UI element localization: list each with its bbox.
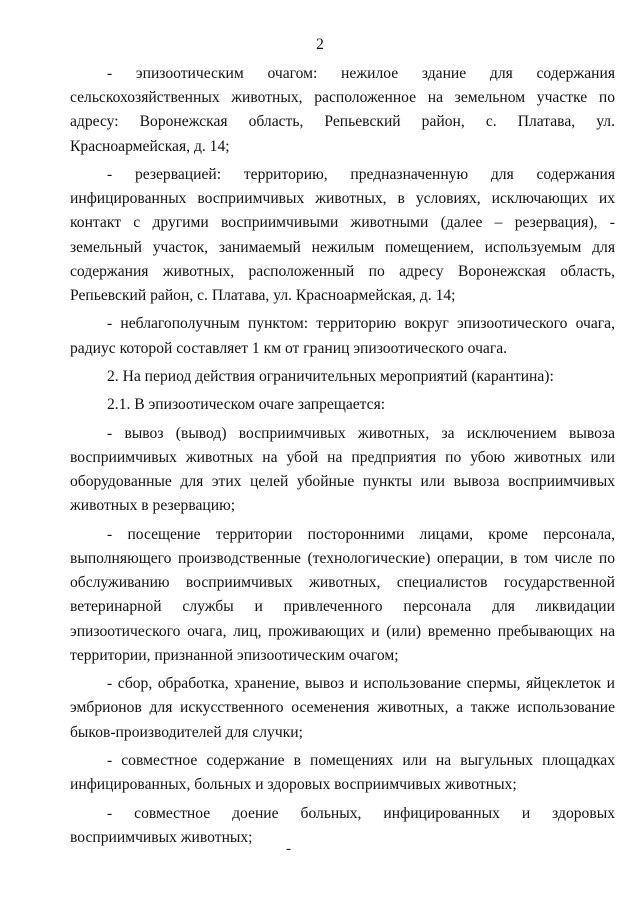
prohibition-joint-keeping: - совместное содержание в помещениях или на выгульных площадках инфицированных, больных и здоровых восприимчивых животных; <box>70 751 615 794</box>
prohibition-visits: - посещение территории посторонними лицами, кроме персонала, выполняющего производственные (технологические) операции, в том числе по обслуживанию восприимчивых животных, специалистов государственной ветеринарной службы и привлеченного персонала для ликвидации эпизоотического очага, лиц, проживающих и (или) временно пребывающих на территории, признанной эпизоотическим очагом; <box>70 525 615 664</box>
footer-dash-mark: - <box>286 841 291 857</box>
definition-reservation: - резервацией: территорию, предназначенную для содержания инфицированных восприимчивых животных, в условиях, исключающих их контакт с другими восприимчивыми животными (далее – резервация), - земельный участок, занимаемый нежилым помещением, используемым для содержания животных, расположенный по адресу Воронежская область, Репьевский район, с. Платава, ул. Красноармейская, д. 14; <box>70 166 615 305</box>
prohibition-animal-removal: - вывоз (вывод) восприимчивых животных, за исключением вывоза восприимчивых животных на убой на предприятия по убою животных или оборудованные для этих целей убойные пункты или вывоза восприимчивых животных в резервацию; <box>70 424 615 515</box>
prohibition-joint-milking: - совместное доение больных, инфицированных и здоровых восприимчивых животных; <box>70 804 615 846</box>
definition-epizootic-focus: - эпизоотическим очагом: нежилое здание для содержания сельскохозяйственных животных, расположенное на земельном участке по адресу: Воронежская область, Репьевский район, с. Платава, ул. Красноармейская, д. 14; <box>70 65 615 155</box>
definition-unfavorable-point: - неблагополучным пунктом: территорию вокруг эпизоотического очага, радиус которой составляет 1 км от границ эпизоотического очага. <box>70 315 615 357</box>
page-number: 2 <box>316 36 324 53</box>
document-body <box>70 62 615 854</box>
section-2-heading: 2. На период действия ограничительных мероприятий (карантина): <box>107 368 554 385</box>
section-2-1-heading: 2.1. В эпизоотическом очаге запрещается: <box>107 396 386 414</box>
prohibition-sperm-handling: - сбор, обработка, хранение, вывоз и использование спермы, яйцеклеток и эмбрионов для искусственного осеменения животных, а также использование быков-производителей для случки; <box>70 675 615 741</box>
